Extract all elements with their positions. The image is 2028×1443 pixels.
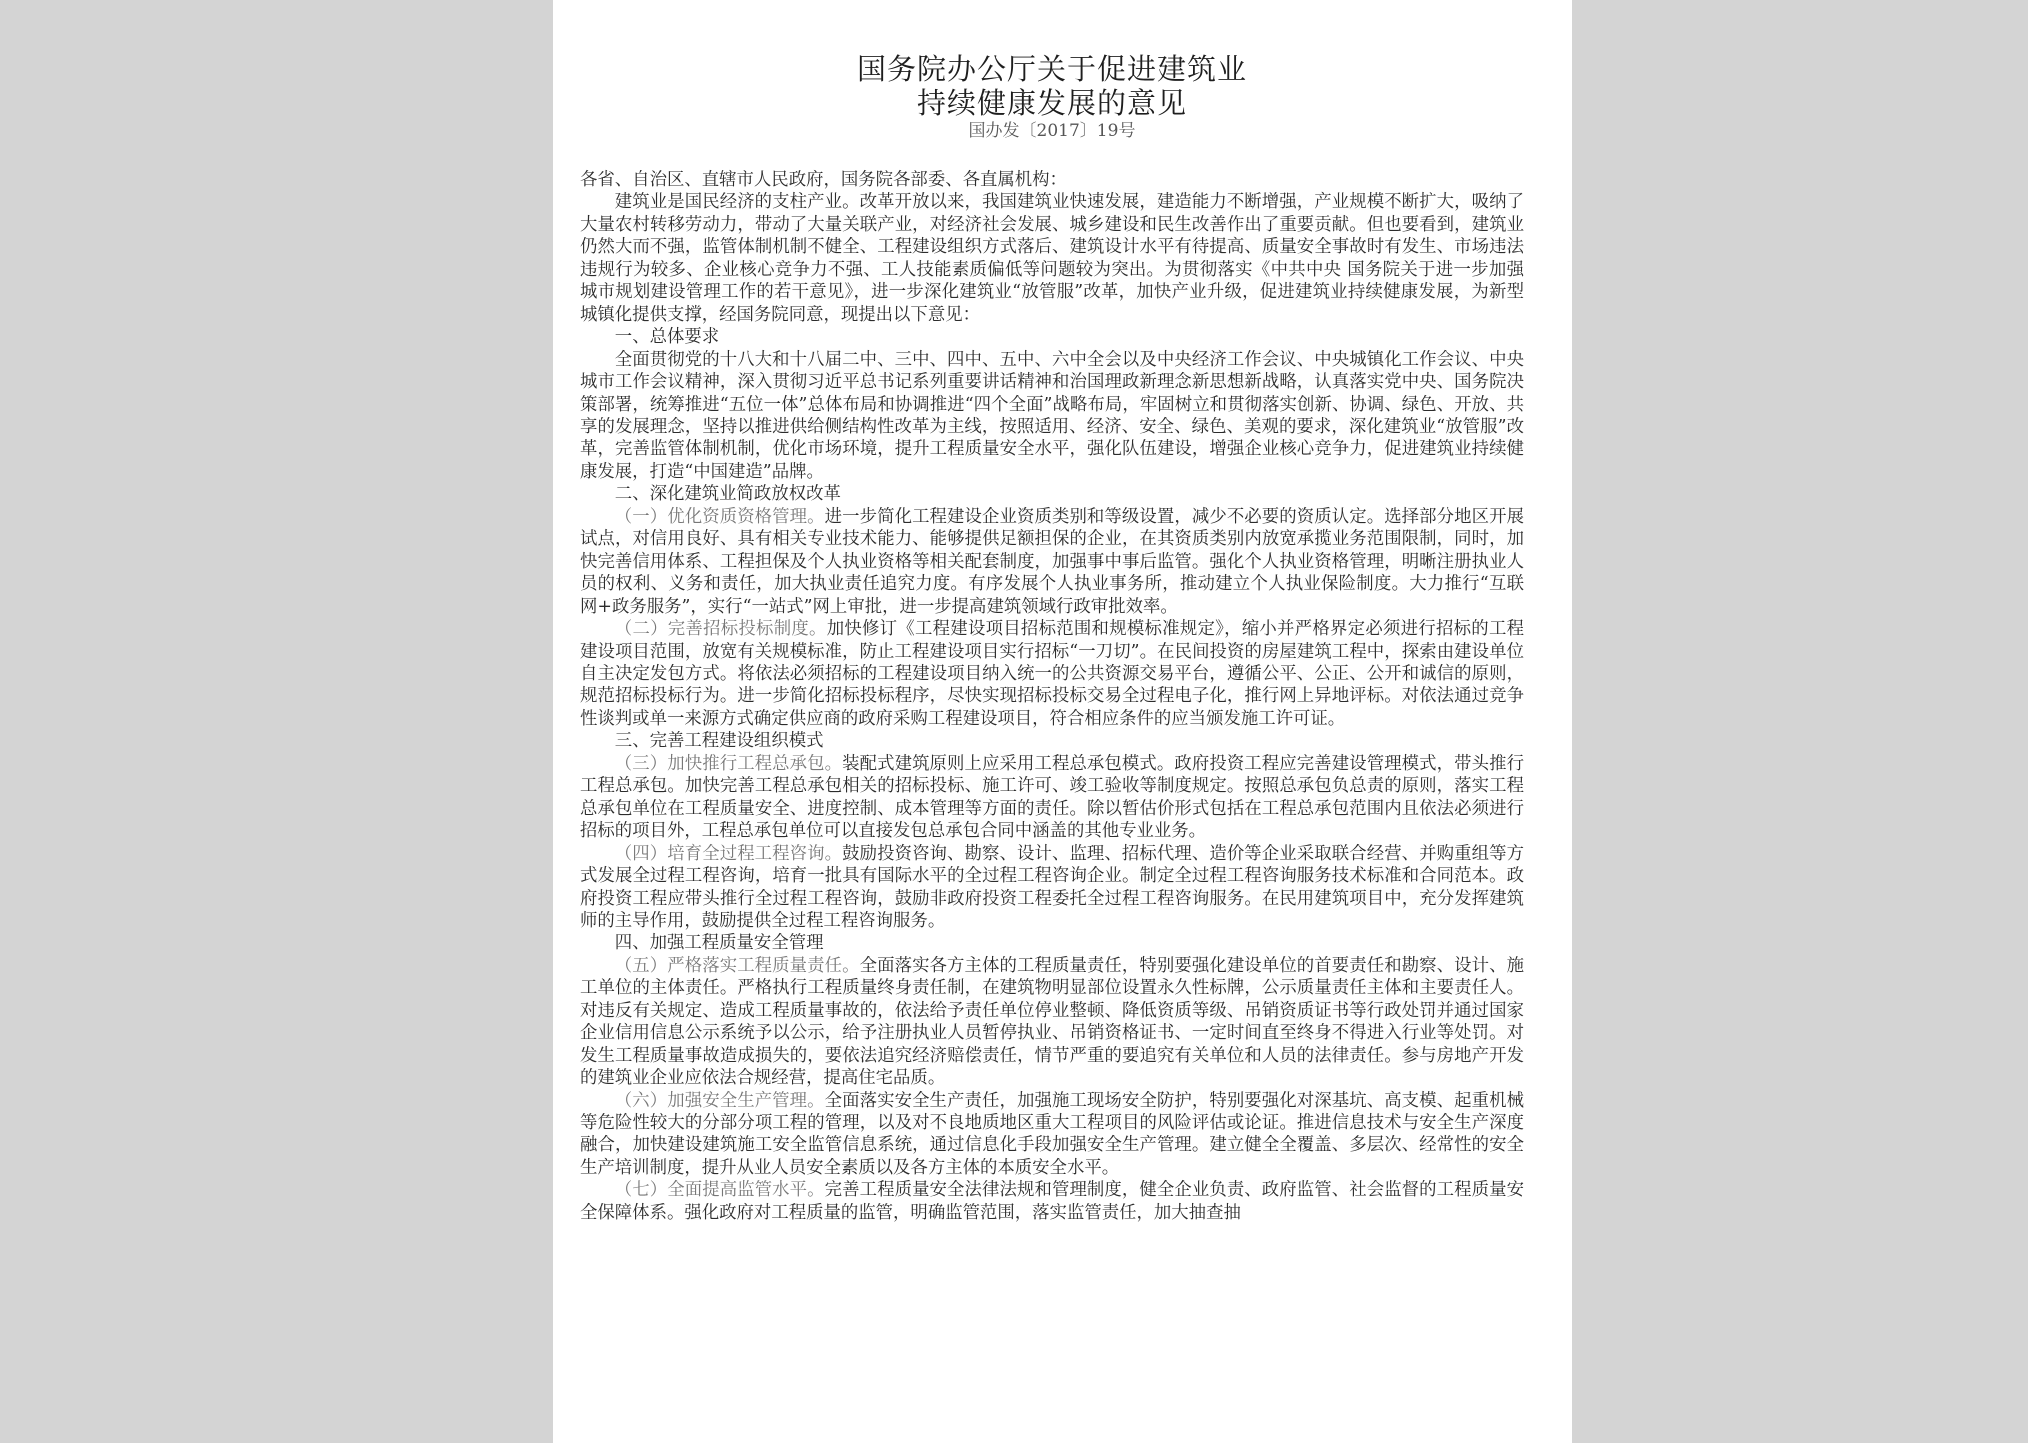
item-6-body: 全面落实安全生产责任，加强施工现场安全防护，特别要强化对深基坑、高支模、起重机械等危险性较大的分部分项工程的管理，以及对不良地质地区重大工程项目的风险评估或论证。推进信息技术与安全生产深度融合，加快建设建筑施工安全监管信息系统，通过信息化手段加强安全生产管理。建立健全全覆盖、多层次、经常性的安全生产培训制度，提升从业人员安全素质以及各方主体的本质安全水平。: [580, 1090, 1524, 1178]
section-heading-1: 一、总体要求: [614, 327, 720, 348]
section-heading-2: 二、深化建筑业简政放权改革: [614, 484, 841, 505]
item-1-body: 进一步简化工程建设企业资质类别和等级设置，减少不必要的资质认定。选择部分地区开展试点，对信用良好、具有相关专业技术能力、能够提供足额担保的企业，在其资质类别内放宽承揽业务范围限制，同时，加快完善信用体系、工程担保及个人执业资格等相关配套制度，加强事中事后监管。强化个人执业资格管理，明晰注册执业人员的权利、义务和责任，加大执业责任追究力度。有序发展个人执业事务所，推动建立个人执业保险制度。大力推行“互联网+政务服务”，实行“一站式”网上审批，进一步提高建筑领域行政审批效率。: [580, 506, 1524, 617]
item-4-body: 鼓励投资咨询、勘察、设计、监理、招标代理、造价等企业采取联合经营、并购重组等方式发展全过程工程咨询，培育一批具有国际水平的全过程工程咨询企业。制定全过程工程咨询服务技术标准和合同范本。政府投资工程应带头推行全过程工程咨询，鼓励非政府投资工程委托全过程工程咨询服务。在民用建筑项目中，充分发挥建筑师的主导作用，鼓励提供全过程工程咨询服务。: [580, 843, 1524, 931]
item-2-paragraph: [580, 618, 1524, 730]
item-7-body: 完善工程质量安全法律法规和管理制度，健全企业负责、政府监管、社会监督的工程质量安全保障体系。强化政府对工程质量的监管，明确监管范围，落实监管责任，加大抽查抽: [580, 1180, 1524, 1223]
item-3-lead: （三）加快推行工程总承包。: [614, 753, 843, 774]
section-heading-3: 三、完善工程建设组织模式: [614, 731, 824, 752]
document-page: [553, 0, 1572, 1443]
salutation: 各省、自治区、直辖市人民政府，国务院各部委、各直属机构：: [580, 170, 1067, 190]
item-5-lead: （五）严格落实工程质量责任。: [614, 955, 860, 976]
item-2-lead: （二）完善招标投标制度。: [614, 619, 827, 640]
item-7-lead: （七）全面提高监管水平。: [614, 1180, 825, 1201]
item-3-body: 装配式建筑原则上应采用工程总承包模式。政府投资工程应完善建设管理模式，带头推行工程总承包。加快完善工程总承包相关的招标投标、施工许可、竣工验收等制度规定。按照总承包负总责的原则，落实工程总承包单位在工程质量安全、进度控制、成本管理等方面的责任。除以暂估价形式包括在工程总承包范围内且依法必须进行招标的项目外，工程总承包单位可以直接发包总承包合同中涵盖的其他专业业务。: [580, 753, 1524, 842]
item-1-lead: （一）优化资质资格管理。: [614, 506, 825, 527]
item-1-paragraph: [580, 506, 1524, 618]
document-title-line1: 国务院办公厅关于促进建筑业: [856, 52, 1247, 86]
item-6-lead: （六）加强安全生产管理。: [614, 1090, 825, 1111]
document-number: 国办发〔2017〕19号: [968, 121, 1136, 141]
intro-paragraph: 建筑业是国民经济的支柱产业。改革开放以来，我国建筑业快速发展，建造能力不断增强，产业规模不断扩大，吸纳了大量农村转移劳动力，带动了大量关联产业，对经济社会发展、城乡建设和民生改善作出了重要贡献。但也要看到，建筑业仍然大而不强，监管体制机制不健全、工程建设组织方式落后、建筑设计水平有待提高、质量安全事故时有发生、市场违法违规行为较多、企业核心竞争力不强、工人技能素质偏低等问题较为突出。为贯彻落实《中共中央 国务院关于进一步加强城市规划建设管理工作的若干意见》，进一步深化建筑业“放管服”改革，加快产业升级，促进建筑业持续健康发展，为新型城镇化提供支撑，经国务院同意，现提出以下意见：: [580, 192, 1524, 325]
item-6-paragraph: [580, 1090, 1524, 1180]
item-4-paragraph: [580, 843, 1524, 933]
item-7-paragraph: [580, 1179, 1524, 1224]
item-3-paragraph: [580, 753, 1524, 843]
section-1-paragraph: 全面贯彻党的十八大和十八届二中、三中、四中、五中、六中全会以及中央经济工作会议、中央城镇化工作会议、中央城市工作会议精神，深入贯彻习近平总书记系列重要讲话精神和治国理政新理念新思想新战略，认真落实党中央、国务院决策部署，统筹推进“五位一体”总体布局和协调推进“四个全面”战略布局，牢固树立和贯彻落实创新、协调、绿色、开放、共享的发展理念，坚持以推进供给侧结构性改革为主线，按照适用、经济、安全、绿色、美观的要求，深化建筑业“放管服”改革，完善监管体制机制，优化市场环境，提升工程质量安全水平，强化队伍建设，增强企业核心竞争力，促进建筑业持续健康发展，打造“中国建造”品牌。: [580, 349, 1524, 482]
document-title-line2: 持续健康发展的意见: [916, 86, 1187, 120]
item-5-body: 全面落实各方主体的工程质量责任，特别要强化建设单位的首要责任和勘察、设计、施工单位的主体责任。严格执行工程质量终身责任制，在建筑物明显部位设置永久性标牌，公示质量责任主体和主要责任人。对违反有关规定、造成工程质量事故的，依法给予责任单位停业整顿、降低资质等级、吊销资质证书等行政处罚并通过国家企业信用信息公示系统予以公示，给予注册执业人员暂停执业、吊销资格证书、一定时间直至终身不得进入行业等处罚。对发生工程质量事故造成损失的，要依法追究经济赔偿责任，情节严重的要追究有关单位和人员的法律责任。参与房地产开发的建筑业企业应依法合规经营，提高住宅品质。: [580, 955, 1524, 1089]
document-body: [580, 169, 1524, 1224]
section-heading-4: 四、加强工程质量安全管理: [614, 933, 824, 954]
item-4-lead: （四）培育全过程工程咨询。: [614, 843, 843, 864]
item-2-body: 加快修订《工程建设项目招标范围和规模标准规定》，缩小并严格界定必须进行招标的工程建设项目范围，放宽有关规模标准，防止工程建设项目实行招标“一刀切”。在民间投资的房屋建筑工程中，探索由建设单位自主决定发包方式。将依法必须招标的工程建设项目纳入统一的公共资源交易平台，遵循公平、公正、公开和诚信的原则，规范招标投标行为。进一步简化招标投标程序，尽快实现招标投标交易全过程电子化，推行网上异地评标。对依法通过竞争性谈判或单一来源方式确定供应商的政府采购工程建设项目，符合相应条件的应当颁发施工许可证。: [580, 619, 1524, 729]
item-5-paragraph: [580, 955, 1524, 1090]
